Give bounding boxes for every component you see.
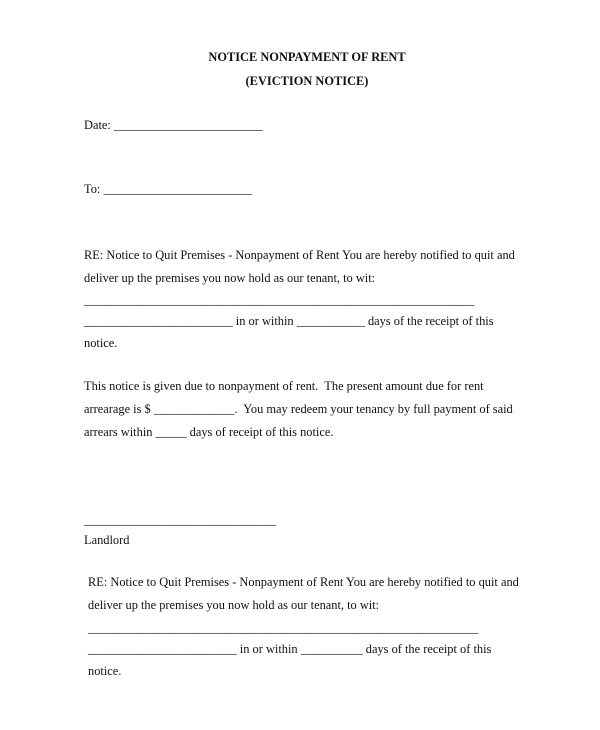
re-paragraph-1-line: deliver up the premises you now hold as our tenant, to wit:: [84, 271, 376, 285]
to-field: To: ________________________: [84, 182, 253, 196]
premises-blank-line: _______________________________________________________________: [88, 621, 479, 635]
arrears-paragraph-line: This notice is given due to nonpayment of rent. The present amount due for rent: [84, 379, 484, 393]
re-paragraph-1-line: RE: Notice to Quit Premises - Nonpayment of Rent You are hereby notified to quit and: [84, 248, 515, 262]
re-paragraph-2-line: notice.: [88, 664, 122, 678]
signature-line: _______________________________: [84, 513, 277, 527]
re-paragraph-2-line: ________________________ in or within __________ days of the receipt of this: [88, 642, 492, 656]
re-paragraph-2-line: RE: Notice to Quit Premises - Nonpayment of Rent You are hereby notified to quit and: [88, 575, 519, 589]
arrears-paragraph-line: arrears within _____ days of receipt of this notice.: [84, 425, 334, 439]
document-subtitle: (EVICTION NOTICE): [245, 74, 369, 88]
re-paragraph-1-line: ________________________ in or within ___________ days of the receipt of this: [84, 314, 494, 328]
arrears-paragraph-line: arrearage is $ _____________. You may redeem your tenancy by full payment of said: [84, 402, 513, 416]
re-paragraph-1-line: notice.: [84, 336, 118, 350]
date-field: Date: ________________________: [84, 118, 263, 132]
premises-blank-line: _______________________________________________________________: [84, 293, 475, 307]
landlord-label: Landlord: [84, 533, 130, 547]
re-paragraph-2-line: deliver up the premises you now hold as our tenant, to wit:: [88, 598, 380, 612]
document-title: NOTICE NONPAYMENT OF RENT: [208, 50, 406, 64]
